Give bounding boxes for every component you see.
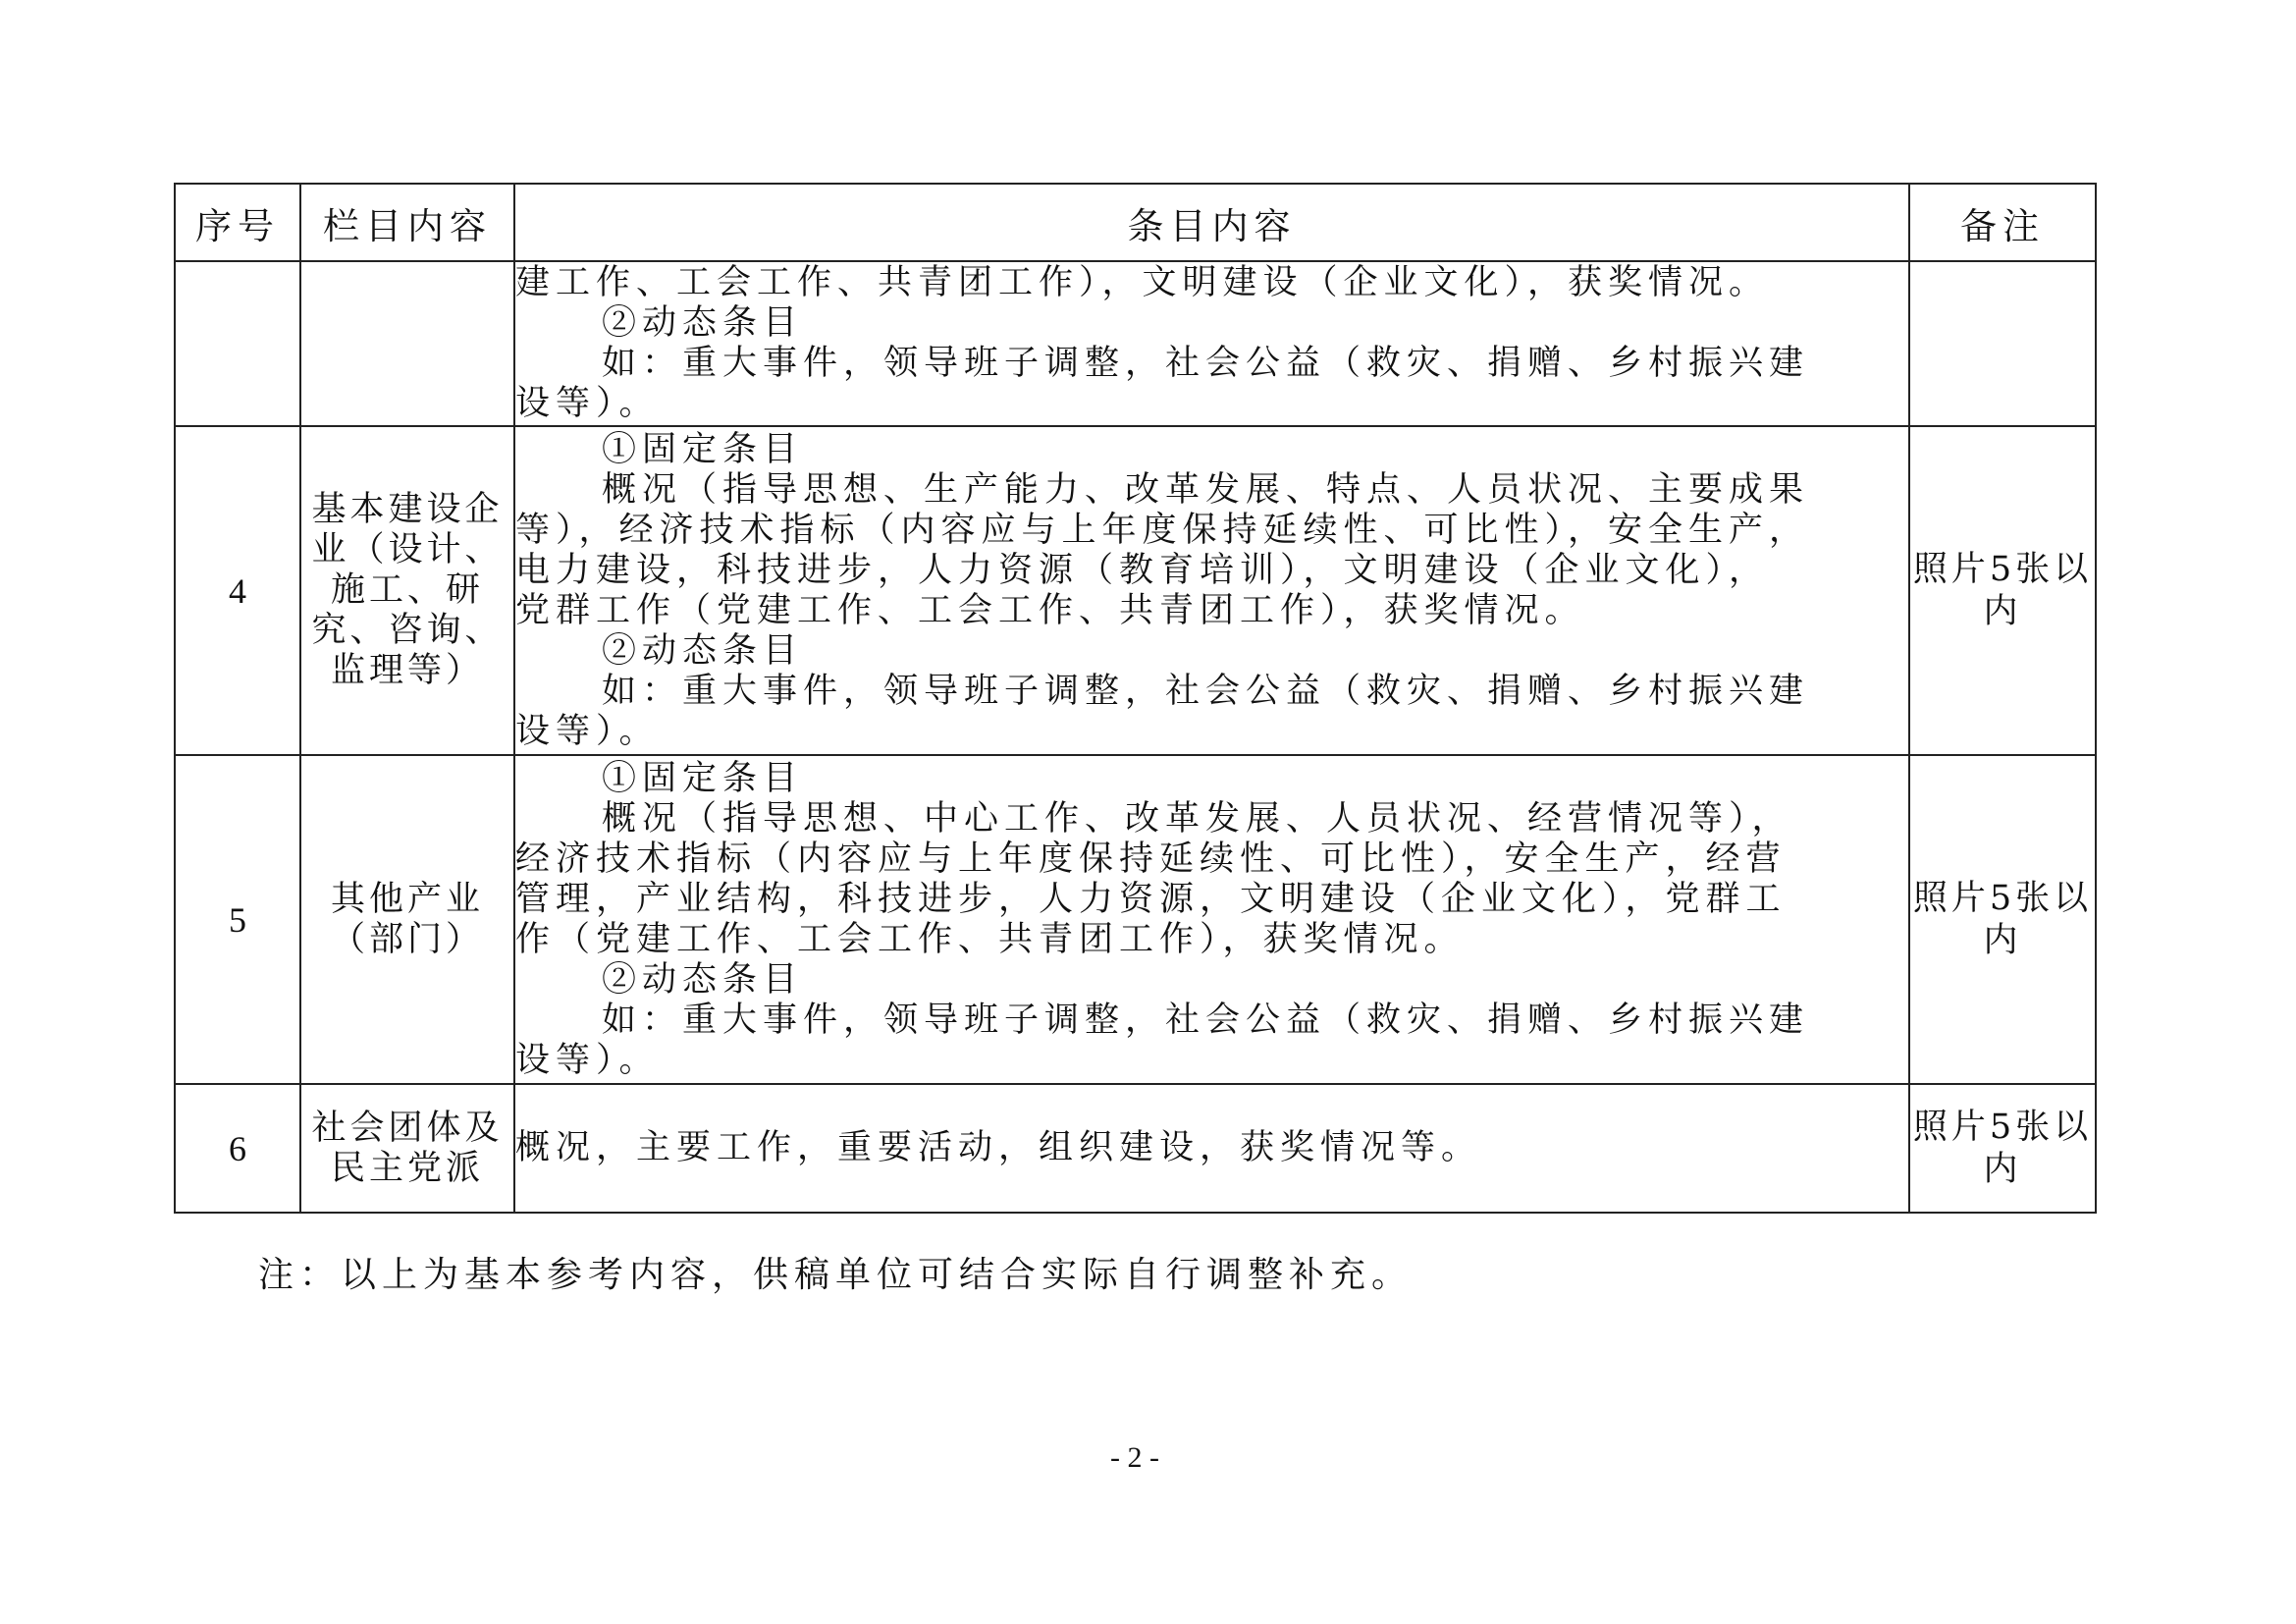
content-line: 概况（指导思想、中心工作、改革发展、人员状况、经营情况等）， bbox=[602, 798, 1792, 839]
content-line: 概况（指导思想、生产能力、改革发展、特点、人员状况、主要成果 bbox=[602, 469, 1810, 510]
row-index: 4 bbox=[175, 426, 300, 755]
row-content bbox=[514, 755, 1909, 1084]
table-row bbox=[175, 755, 2096, 1084]
footnote: 注：以上为基本参考内容，供稿单位可结合实际自行调整补充。 bbox=[258, 1255, 1414, 1295]
row-note: 照片5张以内 bbox=[1909, 755, 2096, 1084]
row-index: 5 bbox=[175, 755, 300, 1084]
row-note: 照片5张以内 bbox=[1909, 1084, 2096, 1213]
content-line: 经济技术指标（内容应与上年度保持延续性、可比性），安全生产，经营 bbox=[515, 839, 1787, 879]
content-line: 设等）。 bbox=[515, 711, 660, 751]
content-line: 管理，产业结构，科技进步，人力资源，文明建设（企业文化），党群工 bbox=[515, 879, 1787, 919]
content-line: 等），经济技术指标（内容应与上年度保持延续性、可比性），安全生产， bbox=[515, 510, 1810, 550]
content-line: 如：重大事件，领导班子调整，社会公益（救灾、捐赠、乡村振兴建 bbox=[602, 344, 1810, 383]
page-number: - 2 - bbox=[1110, 1441, 1159, 1474]
content-line: ②动态条目 bbox=[602, 959, 804, 1000]
table-row bbox=[175, 426, 2096, 755]
content-table bbox=[174, 183, 2097, 1214]
table-row bbox=[175, 261, 2096, 426]
table-row bbox=[175, 1084, 2096, 1213]
content-line: 作（党建工作、工会工作、共青团工作），获奖情况。 bbox=[515, 919, 1465, 959]
header-note: 备注 bbox=[1909, 184, 2096, 261]
table-header-row bbox=[175, 184, 2096, 261]
content-line: 概况，主要工作，重要活动，组织建设，获奖情况等。 bbox=[515, 1128, 1482, 1167]
content-line: ①固定条目 bbox=[602, 758, 804, 798]
row-note: 照片5张以内 bbox=[1909, 426, 2096, 755]
row-content bbox=[514, 1084, 1909, 1213]
content-line: ②动态条目 bbox=[602, 303, 804, 343]
header-content: 条目内容 bbox=[514, 184, 1909, 261]
row-column bbox=[300, 261, 514, 426]
content-line: 建工作、工会工作、共青团工作），文明建设（企业文化），获奖情况。 bbox=[515, 263, 1770, 302]
row-column: 社会团体及民主党派 bbox=[300, 1084, 514, 1213]
content-line: 如：重大事件，领导班子调整，社会公益（救灾、捐赠、乡村振兴建 bbox=[602, 671, 1810, 711]
row-index bbox=[175, 261, 300, 426]
content-line: ①固定条目 bbox=[602, 429, 804, 469]
header-index: 序号 bbox=[175, 184, 300, 261]
row-content bbox=[514, 426, 1909, 755]
content-line: 党群工作（党建工作、工会工作、共青团工作），获奖情况。 bbox=[515, 590, 1585, 630]
content-line: 如：重大事件，领导班子调整，社会公益（救灾、捐赠、乡村振兴建 bbox=[602, 1000, 1810, 1040]
content-line: ②动态条目 bbox=[602, 630, 804, 671]
row-column: 其他产业（部门） bbox=[300, 755, 514, 1084]
content-line: 设等）。 bbox=[515, 384, 660, 423]
row-column: 基本建设企业（设计、施工、研究、咨询、监理等） bbox=[300, 426, 514, 755]
row-content bbox=[514, 261, 1909, 426]
row-note bbox=[1909, 261, 2096, 426]
content-line: 电力建设，科技进步，人力资源（教育培训），文明建设（企业文化）， bbox=[515, 550, 1770, 590]
header-column: 栏目内容 bbox=[300, 184, 514, 261]
content-line: 设等）。 bbox=[515, 1040, 660, 1080]
row-index: 6 bbox=[175, 1084, 300, 1213]
